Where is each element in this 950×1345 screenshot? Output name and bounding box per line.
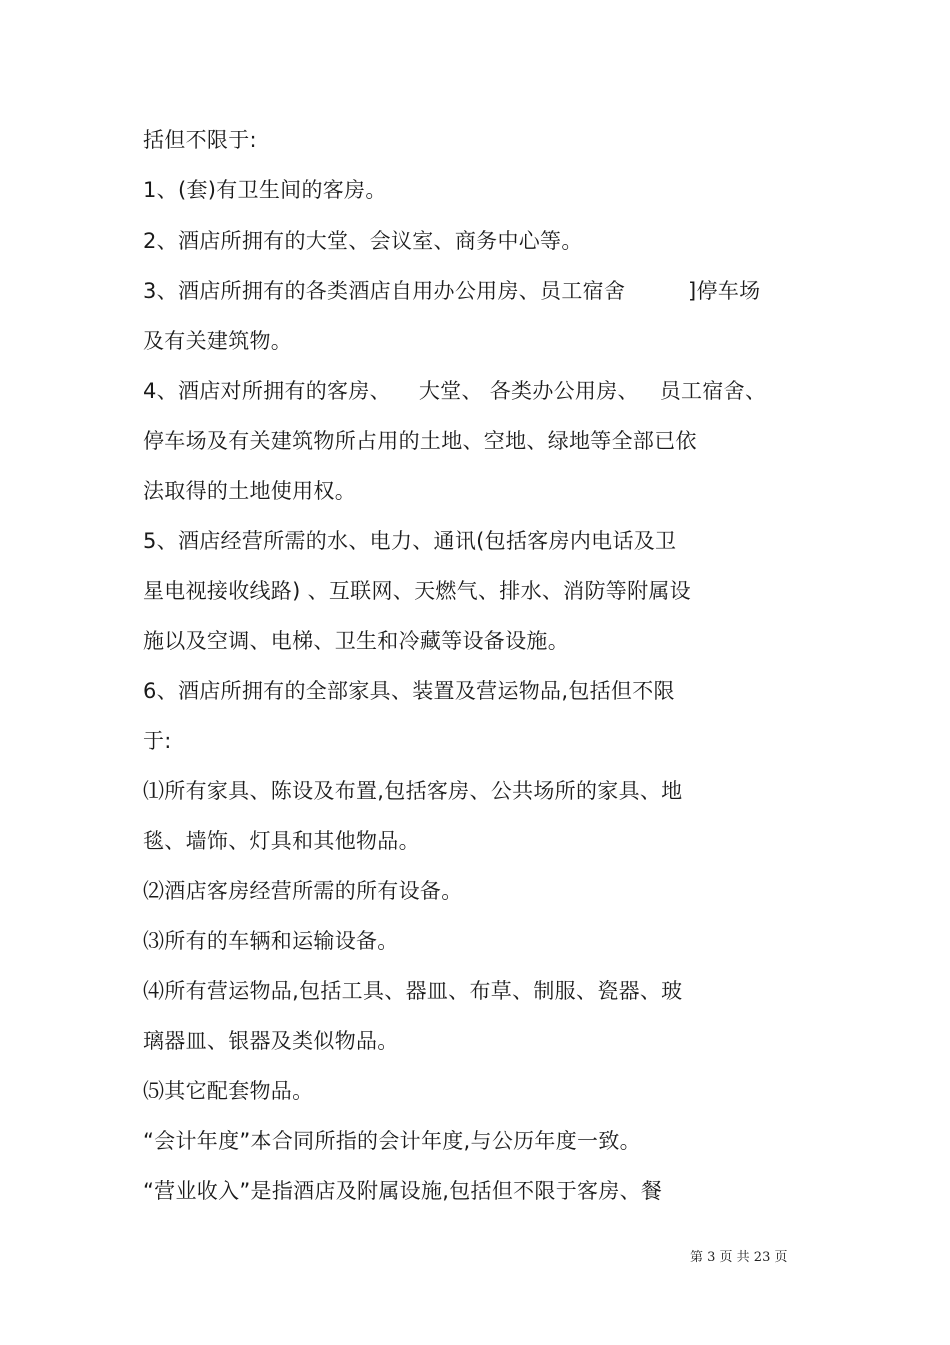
text-line: 法取得的土地使用权。: [143, 479, 356, 503]
text-line: ⑷所有营运物品,包括工具、器皿、布草、制服、瓷器、玻: [143, 979, 683, 1003]
text-line: 6、酒店所拥有的全部家具、装置及营运物品,包括但不限: [143, 679, 675, 703]
text-line: “营业收入”是指酒店及附属设施,包括但不限于客房、餐: [143, 1179, 663, 1203]
text-line: 括但不限于:: [143, 128, 257, 152]
text-line: 及有关建筑物。: [143, 329, 293, 353]
text-line: 于:: [143, 729, 172, 753]
text-line: 2、酒店所拥有的大堂、会议室、商务中心等。: [143, 229, 583, 253]
text-line: 星电视接收线路) 、互联网、天燃气、排水、消防等附属设: [143, 579, 691, 603]
text-line: 停车场及有关建筑物所占用的土地、空地、绿地等全部已依: [143, 429, 697, 453]
text-line: ⑶所有的车辆和运输设备。: [143, 929, 399, 953]
text-line: 1、(套)有卫生间的客房。: [143, 178, 387, 202]
text-line: 施以及空调、电梯、卫生和冷藏等设备设施。: [143, 629, 569, 653]
text-line: 3、酒店所拥有的各类酒店自用办公用房、员工宿舍 ]停车场: [143, 279, 761, 303]
text-line: 5、酒店经营所需的水、电力、通讯(包括客房内电话及卫: [143, 529, 677, 553]
text-line: 毯、墙饰、灯具和其他物品。: [143, 829, 420, 853]
text-line: ⑸其它配套物品。: [143, 1079, 314, 1103]
text-line: ⑴所有家具、陈设及布置,包括客房、公共场所的家具、地: [143, 779, 683, 803]
text-line: 4、酒店对所拥有的客房、 大堂、 各类办公用房、 员工宿舍、: [143, 379, 767, 403]
text-line: 璃器皿、银器及类似物品。: [143, 1029, 399, 1053]
page-number-footer: 第 3 页 共 23 页: [690, 1250, 788, 1265]
text-line: “会计年度”本合同所指的会计年度,与公历年度一致。: [143, 1129, 641, 1153]
text-line: ⑵酒店客房经营所需的所有设备。: [143, 879, 463, 903]
